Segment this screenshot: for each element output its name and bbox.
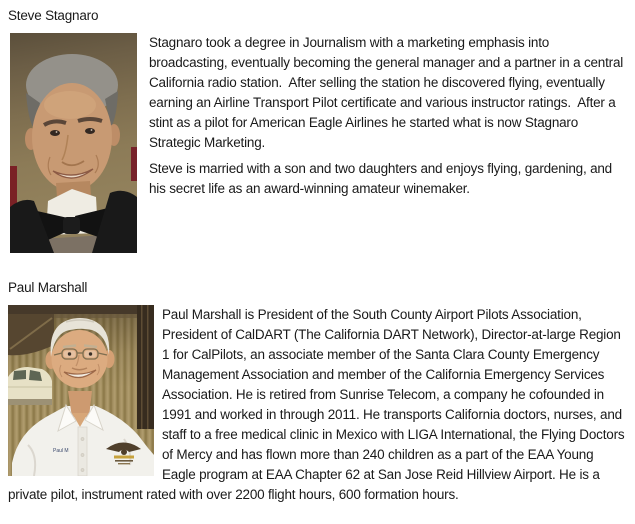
doorway-shadow [137, 305, 154, 429]
steve-stagnaro-portrait [10, 33, 137, 253]
bio-body [8, 305, 630, 505]
face [52, 330, 108, 388]
bio-body [8, 33, 630, 253]
bio-section-steve [8, 6, 630, 253]
roof-shadow [8, 305, 154, 314]
steve-portrait-graphic [10, 33, 137, 253]
bio-section-paul [8, 278, 630, 505]
paul-portrait-graphic [8, 305, 154, 476]
person-name-heading: Steve Stagnaro [8, 8, 99, 23]
paul-marshall-portrait [8, 305, 154, 476]
curtain-right [131, 147, 137, 181]
person-name-heading: Paul Marshall [8, 280, 88, 295]
shirt-name-label: Paul M [53, 448, 69, 454]
bio-paragraph: Steve is married with a son and two daughters and enjoys flying, gardening, and his secret life as an award-winning amateur winemaker. [149, 161, 616, 196]
bio-paragraph: Stagnaro took a degree in Journalism with a marketing emphasis into broadcasting, eventually becoming the general manager and a partner in a central California radio station. After selling the station he discovered flying, eventually earning an Airline Transport Pilot certificate and various instructor ratings. After a stint as a pilot for American Eagle Airlines he started what is now Stagnaro Strategic Marketing. [149, 35, 627, 150]
bio-paragraph: Paul Marshall is President of the South County Airport Pilots Association, President of CalDART (The California DART Network), Director-at-large Region 1 for CalPilots, an associate member of the Santa Clara County Emergency Management Association and member of the California Emergency Services Association. He is retired from Sunrise Telecom, a company he cofounded in 1991 and worked in through 2011. He transports California doctors, nurses, and staff to a free medical clinic in Mexico with LIGA International, the Flying Doctors of Mercy and has flown more than 240 children as a part of the EAA Young Eagle program at EAA Chapter 62 at San Jose Reid Hillview Airport. He is a private pilot, instrument rated with over 2200 flight hours, 600 formation hours. [8, 307, 628, 502]
